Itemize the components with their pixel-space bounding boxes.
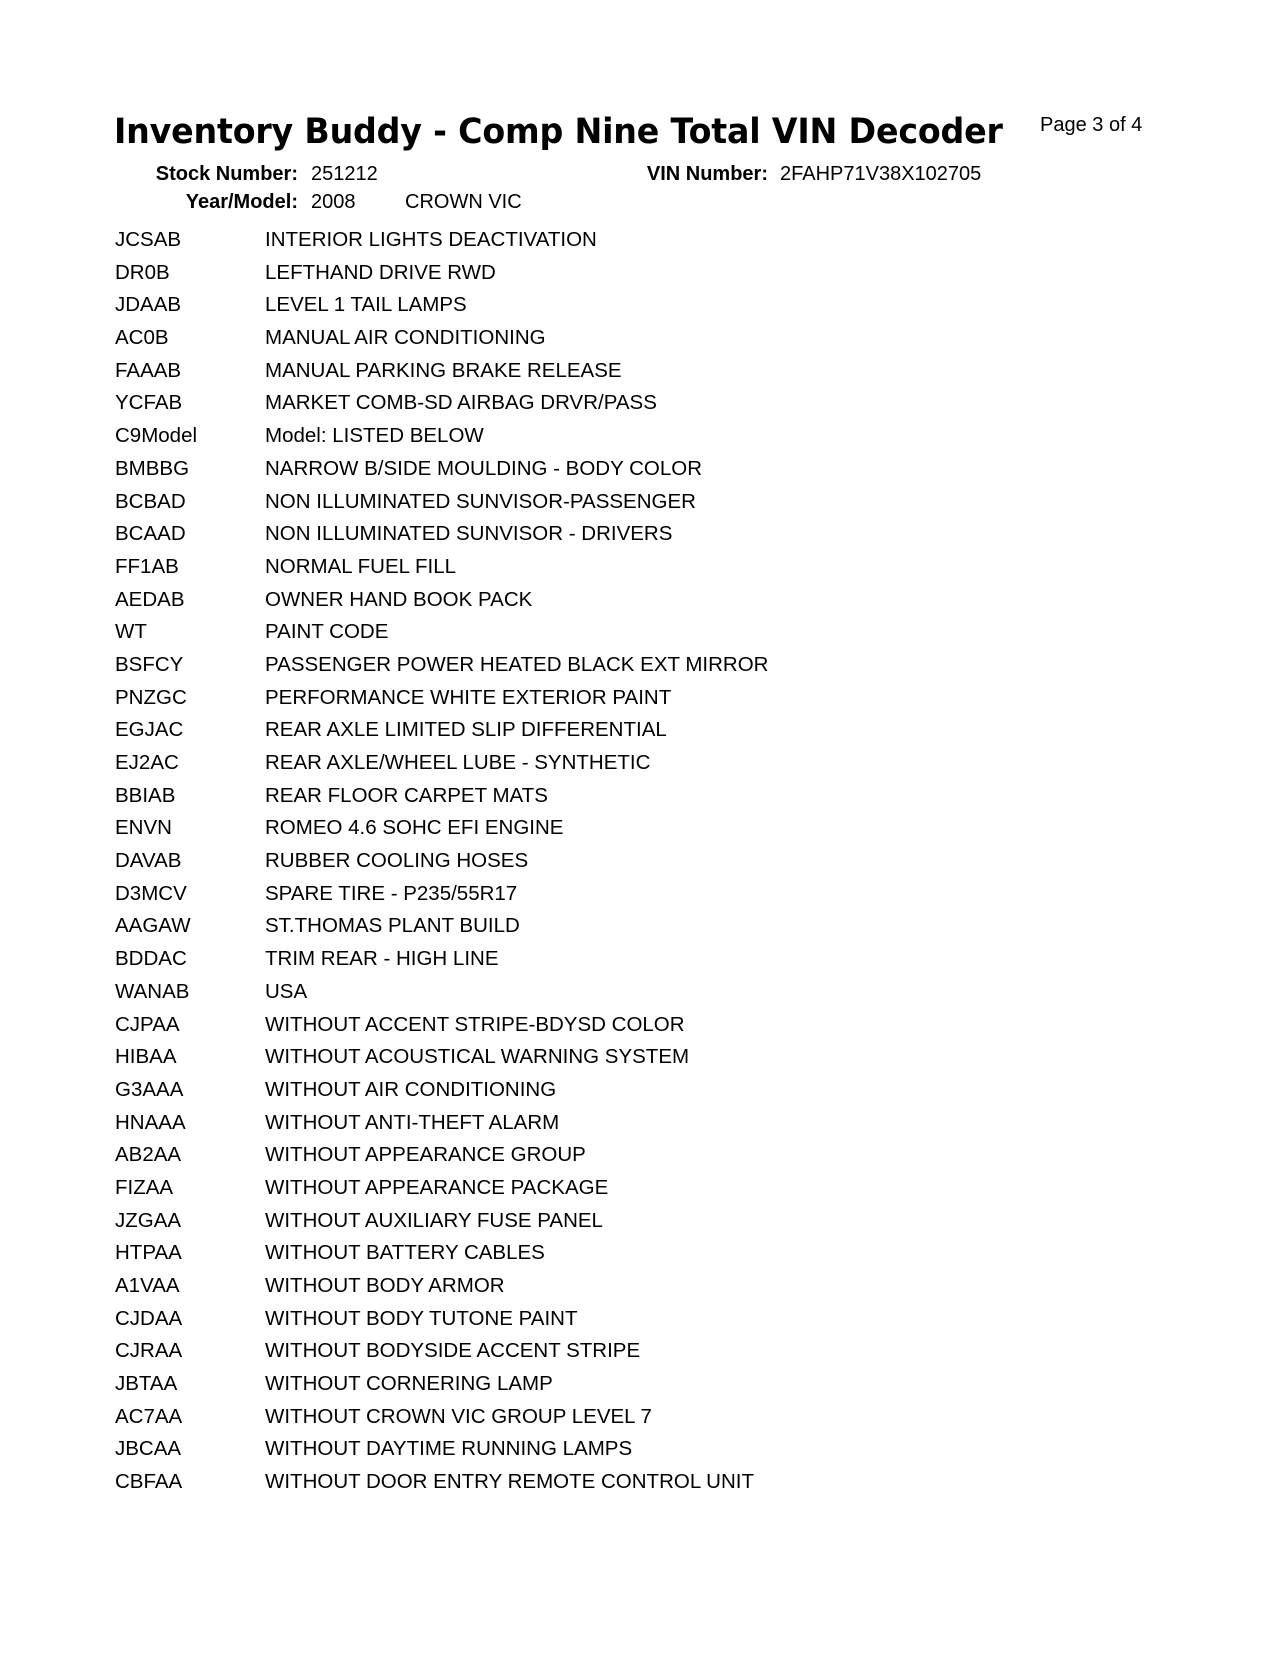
option-code: YCFAB <box>115 391 183 415</box>
option-description: PERFORMANCE WHITE EXTERIOR PAINT <box>265 685 672 709</box>
option-code: PNZGC <box>115 685 187 709</box>
page-number: Page 3 of 4 <box>1040 114 1143 136</box>
option-code: AEDAB <box>115 587 185 611</box>
option-description: TRIM REAR - HIGH LINE <box>265 947 499 971</box>
option-description: NON ILLUMINATED SUNVISOR-PASSENGER <box>265 489 696 513</box>
option-description: REAR AXLE/WHEEL LUBE - SYNTHETIC <box>265 751 651 774</box>
option-code: EGJAC <box>115 718 184 742</box>
option-code: BDDAC <box>115 947 187 971</box>
option-description: WITHOUT ANTI-THEFT ALARM <box>265 1110 560 1134</box>
option-description: WITHOUT ACOUSTICAL WARNING SYSTEM <box>265 1045 690 1069</box>
option-code: JCSAB <box>115 228 182 251</box>
option-description: REAR FLOOR CARPET MATS <box>265 783 548 807</box>
option-code: D3MCV <box>115 881 187 905</box>
option-description: NARROW B/SIDE MOULDING - BODY COLOR <box>265 456 703 480</box>
vin-number-label: VIN Number: <box>646 163 768 185</box>
option-description: WITHOUT AUXILIARY FUSE PANEL <box>265 1208 603 1232</box>
option-description: LEFTHAND DRIVE RWD <box>265 260 496 284</box>
option-code: FAAAB <box>115 358 182 382</box>
option-description: WITHOUT BATTERY CABLES <box>265 1241 545 1265</box>
option-code: BBIAB <box>115 783 176 807</box>
option-code: DAVAB <box>115 849 182 873</box>
option-description: PASSENGER POWER HEATED BLACK EXT MIRROR <box>265 652 769 676</box>
option-code: JDAAB <box>115 293 182 317</box>
option-description: WITHOUT BODYSIDE ACCENT STRIPE <box>265 1339 641 1363</box>
option-code: BMBBG <box>115 456 190 480</box>
option-code: HIBAA <box>115 1045 177 1069</box>
year-value: 2008 <box>311 191 356 213</box>
option-description: WITHOUT APPEARANCE GROUP <box>265 1143 586 1167</box>
option-description: WITHOUT BODY TUTONE PAINT <box>265 1306 578 1330</box>
option-description: WITHOUT AIR CONDITIONING <box>265 1077 557 1101</box>
option-code: BSFCY <box>115 652 184 676</box>
option-description: SPARE TIRE - P235/55R17 <box>265 881 518 905</box>
option-code: AC7AA <box>115 1404 183 1428</box>
option-description: REAR AXLE LIMITED SLIP DIFFERENTIAL <box>265 718 667 742</box>
option-code: A1VAA <box>115 1274 180 1297</box>
option-code: HTPAA <box>115 1241 182 1265</box>
option-description: WITHOUT CORNERING LAMP <box>265 1372 553 1396</box>
option-description: NORMAL FUEL FILL <box>265 554 456 578</box>
option-code: JBTAA <box>115 1372 178 1396</box>
page-title: Inventory Buddy - Comp Nine Total VIN Decoder <box>114 112 1003 152</box>
option-code: C9Model <box>115 424 198 448</box>
option-code: CBFAA <box>115 1470 183 1494</box>
option-description: ST.THOMAS PLANT BUILD <box>265 914 520 938</box>
option-description: NON ILLUMINATED SUNVISOR - DRIVERS <box>265 522 673 546</box>
option-code: BCAAD <box>115 522 186 546</box>
option-description: WITHOUT DOOR ENTRY REMOTE CONTROL UNIT <box>265 1470 754 1494</box>
option-code: G3AAA <box>115 1077 184 1101</box>
option-code: CJDAA <box>115 1306 183 1330</box>
option-description: WITHOUT CROWN VIC GROUP LEVEL 7 <box>265 1404 652 1428</box>
option-code: AAGAW <box>115 914 191 938</box>
option-code: WANAB <box>115 979 190 1003</box>
option-code: FF1AB <box>115 554 179 578</box>
option-code: JBCAA <box>115 1437 182 1461</box>
option-code: CJPAA <box>115 1012 180 1036</box>
option-code: JZGAA <box>115 1208 182 1232</box>
option-description: PAINT CODE <box>265 620 389 644</box>
option-description: Model: LISTED BELOW <box>265 424 484 448</box>
year-model-label: Year/Model: <box>185 191 298 213</box>
option-description: LEVEL 1 TAIL LAMPS <box>265 293 467 317</box>
option-code: BCBAD <box>115 489 186 513</box>
option-description: MARKET COMB-SD AIRBAG DRVR/PASS <box>265 391 657 415</box>
option-code: ENVN <box>115 816 172 840</box>
option-code: AB2AA <box>115 1143 182 1167</box>
option-description: RUBBER COOLING HOSES <box>265 849 529 873</box>
stock-number-value: 251212 <box>311 163 378 185</box>
stock-number-label: Stock Number: <box>155 163 298 185</box>
vin-number-value: 2FAHP71V38X102705 <box>780 163 982 185</box>
model-value: CROWN VIC <box>405 191 522 213</box>
option-description: WITHOUT APPEARANCE PACKAGE <box>265 1175 609 1199</box>
option-description: WITHOUT BODY ARMOR <box>265 1274 505 1297</box>
option-code: AC0B <box>115 326 169 350</box>
option-description: OWNER HAND BOOK PACK <box>265 587 533 611</box>
option-description: INTERIOR LIGHTS DEACTIVATION <box>265 228 597 251</box>
option-code: DR0B <box>115 260 170 284</box>
option-code: EJ2AC <box>115 751 179 774</box>
option-code: FIZAA <box>115 1175 174 1199</box>
option-code: WT <box>115 620 147 644</box>
option-description: WITHOUT ACCENT STRIPE-BDYSD COLOR <box>265 1012 685 1036</box>
option-description: MANUAL PARKING BRAKE RELEASE <box>265 358 622 382</box>
option-code: HNAAA <box>115 1110 186 1134</box>
option-description: MANUAL AIR CONDITIONING <box>265 326 546 350</box>
option-description: ROMEO 4.6 SOHC EFI ENGINE <box>265 816 564 840</box>
option-code: CJRAA <box>115 1339 183 1363</box>
option-description: USA <box>265 979 308 1003</box>
option-description: WITHOUT DAYTIME RUNNING LAMPS <box>265 1437 633 1461</box>
